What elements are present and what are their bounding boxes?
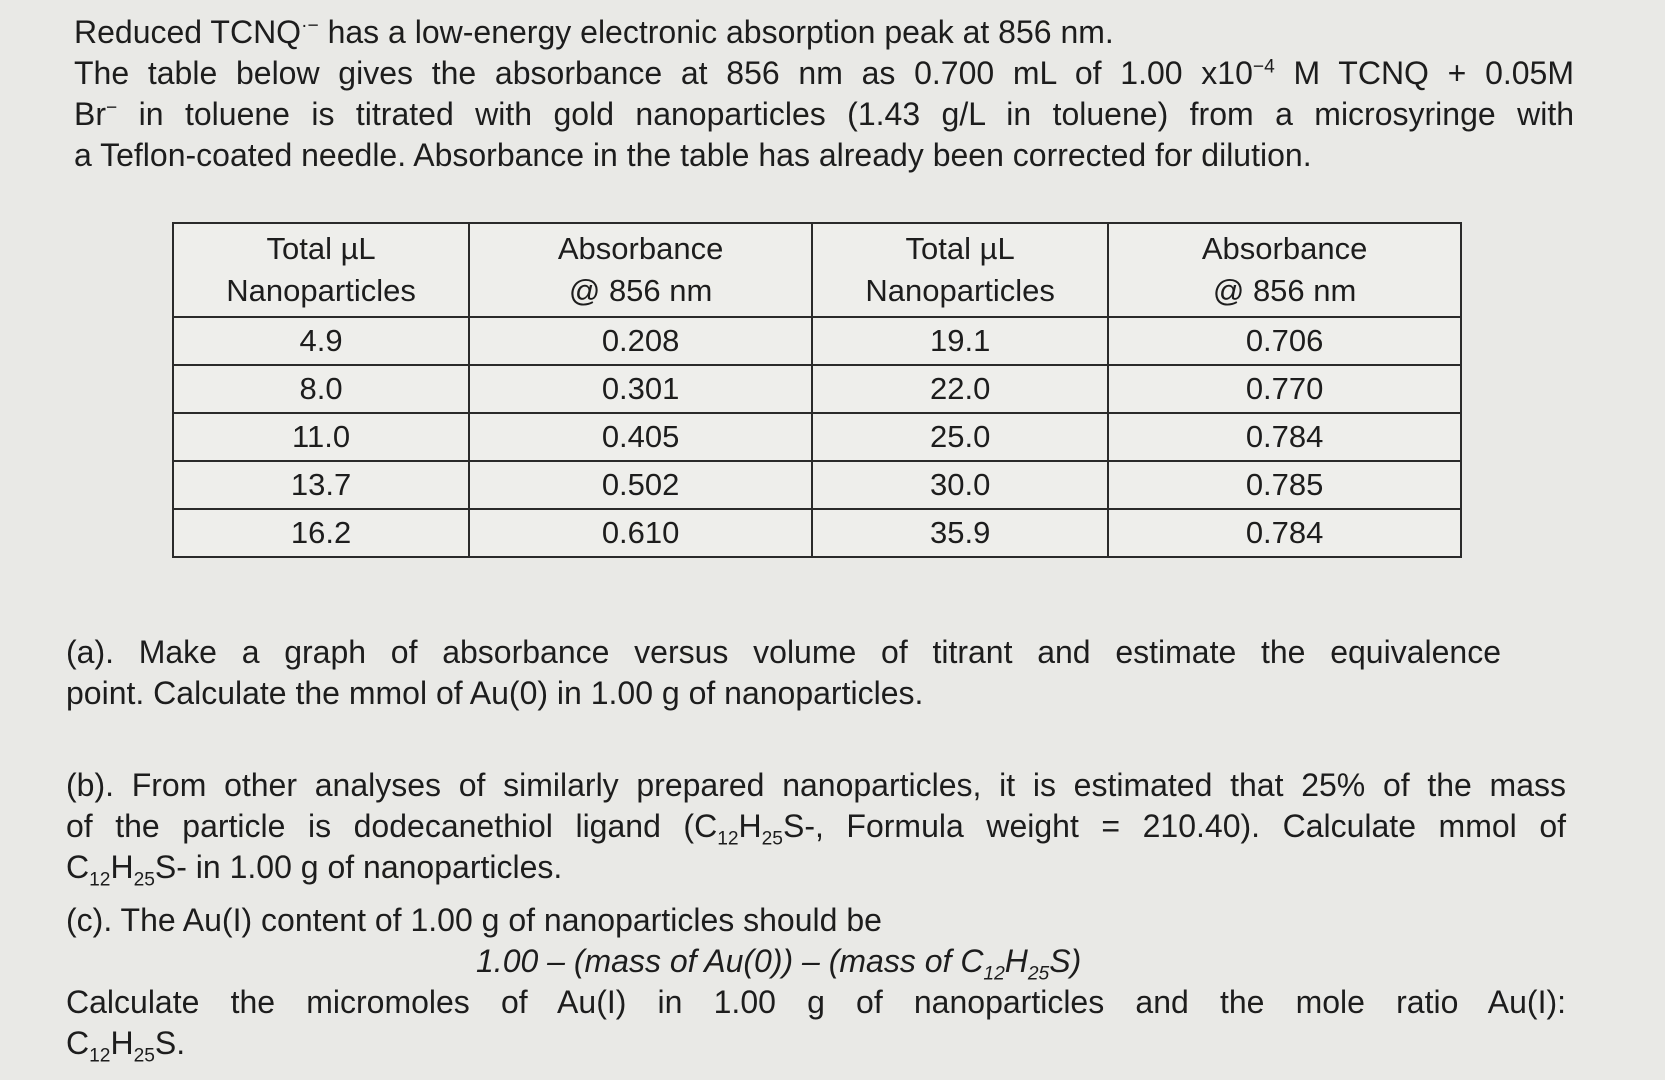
table-cell: 0.785 bbox=[1108, 461, 1461, 509]
question-c: (c). The Au(I) content of 1.00 g of nanoparticles should be 1.00 – (mass of Au(0)) – (mass of $C_{12}H_{25}S$) Calculate the micromoles of Au(I) in 1.00 g of nanoparticles and the mole ratio Au(I): $C_{12}H_{25}S$. bbox=[66, 902, 1566, 1067]
table-row bbox=[173, 509, 1461, 557]
table-cell: 0.770 bbox=[1108, 365, 1461, 413]
intro-line-4: a Teflon-coated needle. Absorbance in the table has already been corrected for dilution. bbox=[74, 137, 1312, 173]
header-absorbance-1: Absorbance @ 856 nm bbox=[469, 223, 812, 317]
problem-intro bbox=[74, 12, 1574, 176]
table-row bbox=[173, 413, 1461, 461]
table-cell: 0.784 bbox=[1108, 413, 1461, 461]
header-absorbance-2: Absorbance @ 856 nm bbox=[1108, 223, 1461, 317]
table-cell: 4.9 bbox=[173, 317, 469, 365]
table-cell: 0.502 bbox=[469, 461, 812, 509]
titration-table bbox=[172, 222, 1462, 558]
table-cell: 16.2 bbox=[173, 509, 469, 557]
intro-line-1: Reduced TCNQ·− has a low-energy electronic absorption peak at 856 nm. bbox=[74, 14, 1114, 50]
header-volume-2: Total µL Nanoparticles bbox=[812, 223, 1108, 317]
intro-line-2: The table below gives the absorbance at 856 nm as 0.700 mL of 1.00 $x10^{-4}$ M TCNQ + 0.05M bbox=[74, 55, 1575, 91]
table-row bbox=[173, 365, 1461, 413]
table-cell: 0.301 bbox=[469, 365, 812, 413]
intro-line-3: Br− in toluene is titrated with gold nanoparticles (1.43 g/L in toluene) from a microsyringe with bbox=[74, 96, 1574, 132]
question-a: (a). Make a graph of absorbance versus volume of titrant and estimate the equivalence point. Calculate the mmol of Au(0) in 1.00 g of nanoparticles. bbox=[66, 634, 1501, 711]
table-cell: 0.706 bbox=[1108, 317, 1461, 365]
table-cell: 11.0 bbox=[173, 413, 469, 461]
table-cell: 13.7 bbox=[173, 461, 469, 509]
table-row bbox=[173, 317, 1461, 365]
table-cell: 30.0 bbox=[812, 461, 1108, 509]
table-cell: 0.784 bbox=[1108, 509, 1461, 557]
table-cell: 25.0 bbox=[812, 413, 1108, 461]
table-header-row bbox=[173, 223, 1461, 317]
mass-equation: 1.00 – (mass of Au(0)) – (mass of $C_{12}H_{25}S$) bbox=[476, 943, 1082, 985]
question-b: (b). From other analyses of similarly prepared nanoparticles, it is estimated that 25% of the mass of the particle is dodecanethiol ligand ($C_{12}H_{25}S-$, Formula weight = 210.40). Calculate mmol of $C_{12}H_{25}S-$ in 1.00 g of nanoparticles. bbox=[66, 767, 1567, 891]
table-cell: 8.0 bbox=[173, 365, 469, 413]
table-cell: 22.0 bbox=[812, 365, 1108, 413]
table-cell: 35.9 bbox=[812, 509, 1108, 557]
table-cell: 0.405 bbox=[469, 413, 812, 461]
table-cell: 0.610 bbox=[469, 509, 812, 557]
header-volume-1: Total µL Nanoparticles bbox=[173, 223, 469, 317]
table-row bbox=[173, 461, 1461, 509]
table-cell: 19.1 bbox=[812, 317, 1108, 365]
table-cell: 0.208 bbox=[469, 317, 812, 365]
